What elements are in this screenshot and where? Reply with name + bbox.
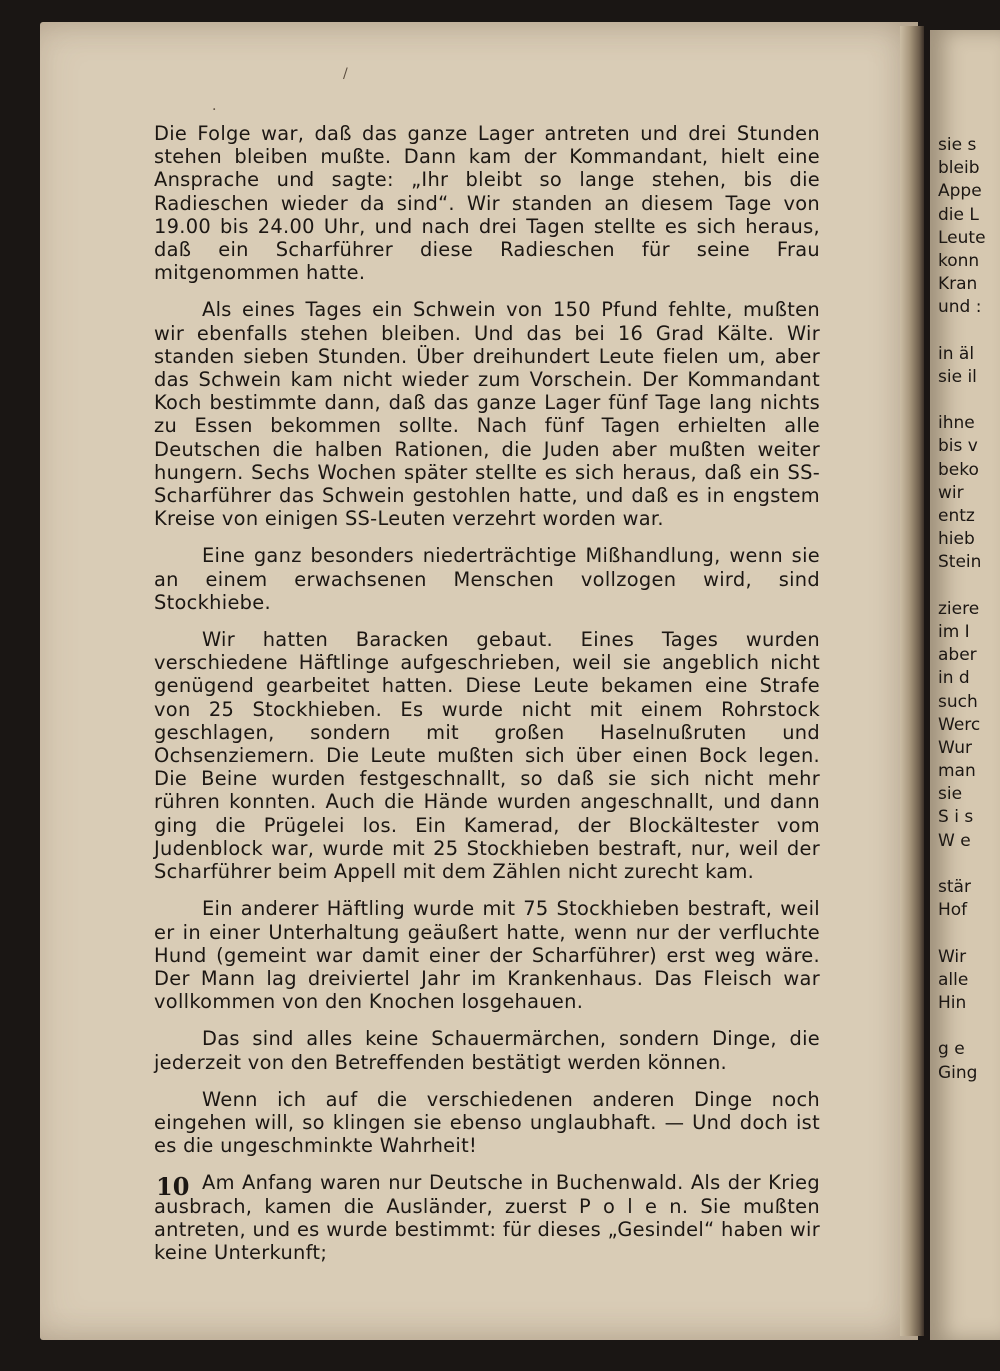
facing-page-line: alle [938, 969, 969, 990]
paragraph: Als eines Tages ein Schwein von 150 Pfund fehlte, mußten wir ebenfalls stehen bleiben. Und das bei 16 Grad Kälte. Wir standen sieben Stunden. Über dreihundert Leute fielen um, aber das Schwein kam nicht wieder zum Vorschein. Der Kommandant Koch bestimmte dann, daß das ganze Lager fünf Tage lang nichts zu Essen bekommen sollte. Nach fünf Tagen erhielten alle Deutschen die halben Rationen, die Juden aber mußten weiter hungern. Sechs Wochen später stellte es sich heraus, daß ein SS-Scharführer das Schwein gestohlen hatte, und daß es in engstem Kreise von einigen SS-Leuten verzehrt worden war. [154, 298, 820, 531]
facing-page-line [938, 575, 986, 598]
facing-page-line: beko [938, 459, 979, 480]
facing-page-line: Hof [938, 900, 968, 921]
paragraph: Wir hatten Baracken gebaut. Eines Tages wurden verschiedene Häftlinge aufgeschrieben, weil sie angeblich nicht genügend gearbeitet hatten. Diese Leute bekamen eine Strafe von 25 Stockhieben. Es wurde nicht mit einem Rohrstock geschlagen, sondern mit großen Haselnußruten und Ochsenziemern. Die Leute mußten sich über einen Bock legen. Die Beine wurden festgeschnallt, so daß sie sich nicht mehr rühren konnten. Auch die Hände wurden angeschnallt, und dann ging die Prügelei los. Ein Kamerad, der Blockältester vom Judenblock war, wurde mit 25 Stockhieben bestraft, nur, weil der Scharführer beim Appell mit dem Zählen nicht zurecht kam. [154, 628, 820, 884]
facing-page-line [938, 320, 986, 343]
facing-page-line: aber [938, 645, 977, 666]
facing-page-line: Leute [938, 227, 986, 248]
facing-page-line [938, 1015, 986, 1038]
facing-page-line: bleib [938, 158, 980, 179]
facing-page-line: Ging [938, 1062, 978, 1083]
facing-page-line: Hin [938, 992, 967, 1013]
facing-page-line: Stein [938, 552, 982, 573]
facing-page-line: such [938, 691, 978, 712]
facing-page-line: sie il [938, 366, 977, 387]
facing-page-line [938, 922, 986, 945]
facing-page-line: ihne [938, 413, 975, 434]
facing-page-line: man [938, 761, 976, 782]
facing-page-line: wir [938, 482, 970, 503]
facing-page-line [938, 853, 986, 876]
paragraph: Das sind alles keine Schauermärchen, sondern Dinge, die jederzeit von den Betreffenden bestätigt werden können. [154, 1027, 820, 1074]
facing-page-line: sie s [938, 135, 977, 155]
page-number: 10 [156, 1172, 190, 1201]
facing-page-text [938, 134, 986, 1085]
facing-page-line: S i s [938, 807, 974, 828]
facing-page [930, 30, 1000, 1340]
facing-page-line: bis v [938, 436, 978, 457]
paper-speck: / [343, 66, 348, 82]
facing-page-line: Wir [938, 946, 967, 967]
facing-page-line: g e [938, 1039, 965, 1060]
paper-speck: · [212, 102, 217, 118]
facing-page-line: und : [938, 297, 982, 318]
facing-page-line: in d [938, 668, 970, 689]
facing-page-line: Kran [938, 274, 978, 295]
paragraph: Am Anfang waren nur Deutsche in Buchenwald. Als der Krieg ausbrach, kamen die Ausländer, zuerst P o l e n. Sie mußten antreten, und es wurde bestimmt: für dieses „Gesindel“ haben wir keine Unterkunft; [154, 1171, 820, 1264]
facing-page-line: Werc [938, 714, 981, 735]
facing-page-line: ziere [938, 598, 980, 619]
book-gutter [900, 26, 924, 1336]
paragraph: Ein anderer Häftling wurde mit 75 Stockhieben bestraft, weil er in einer Unterhaltung geäußert hatte, wenn nur der verfluchte Hund (gemeint war damit einer der Scharführer) erst weg wäre. Der Mann lag dreiviertel Jahr im Krankenhaus. Das Fleisch war vollkommen von den Knochen losgehauen. [154, 897, 820, 1014]
paragraph: Eine ganz besonders niederträchtige Mißhandlung, wenn sie an einem erwachsenen Menschen vollzogen wird, sind Stockhiebe. [154, 544, 820, 614]
facing-page-line: entz [938, 506, 975, 526]
facing-page-line: Appe [938, 181, 982, 202]
paragraph: Wenn ich auf die verschiedenen anderen Dinge noch eingehen will, so klingen sie ebenso unglaubhaft. — Und doch ist es die ungeschminkte Wahrheit! [154, 1087, 820, 1158]
facing-page-line [938, 389, 986, 412]
facing-page-line: im I [938, 621, 970, 642]
facing-page-line: Wur [938, 737, 972, 758]
facing-page-line: in äl [938, 343, 975, 364]
facing-page-line: die L [938, 204, 979, 225]
facing-page-line: W e [938, 830, 971, 851]
paragraph: Die Folge war, daß das ganze Lager antreten und drei Stunden stehen bleiben mußte. Dann kam der Kommandant, hielt eine Ansprache und sagte: „Ihr bleibt so lange stehen, bis die Radieschen wieder da sind“. Wir standen an diesem Tage von 19.00 bis 24.00 Uhr, und nach drei Tagen stellte es sich heraus, daß ein Scharführer diese Radieschen für seine Frau mitgenommen hatte. [154, 122, 820, 285]
page-body-text [154, 122, 820, 1278]
facing-page-line: konn [938, 250, 980, 271]
facing-page-line: sie [938, 784, 968, 805]
facing-page-line: hieb [938, 529, 975, 550]
facing-page-line: stär [938, 877, 971, 897]
